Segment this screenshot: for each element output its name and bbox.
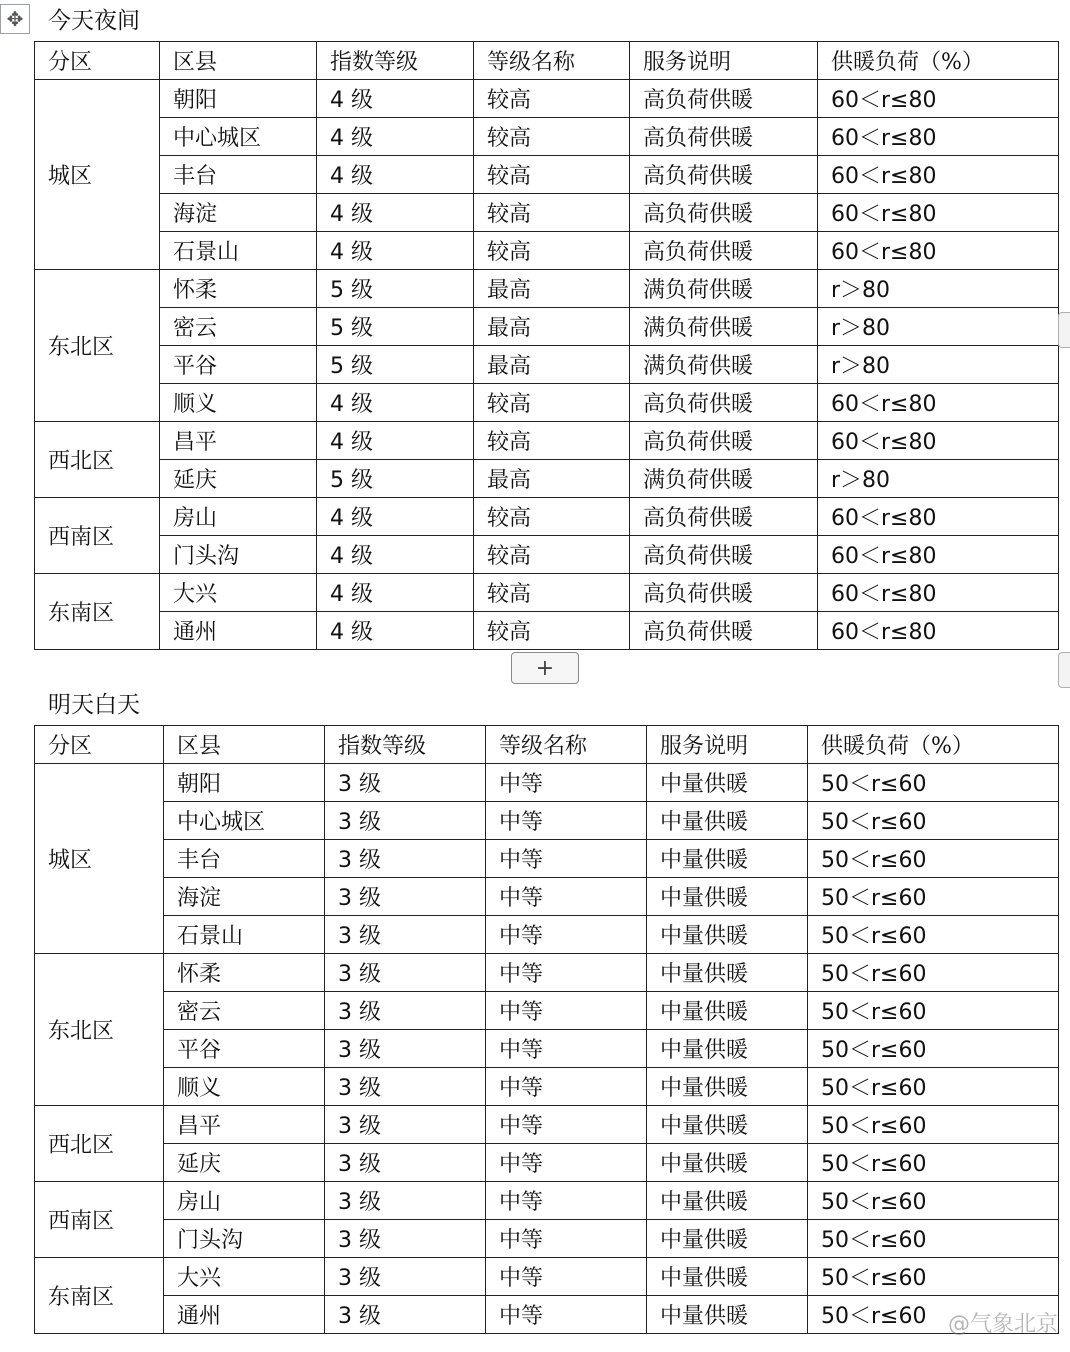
- table-row: [35, 308, 1059, 346]
- column-header: 等级名称: [474, 42, 630, 80]
- heating-load-cell: 50＜r≤60: [808, 1144, 1059, 1182]
- district-cell: 海淀: [164, 878, 325, 916]
- level-name-cell: 中等: [486, 802, 647, 840]
- heating-load-cell: 50＜r≤60: [808, 1106, 1059, 1144]
- district-cell: 平谷: [164, 1030, 325, 1068]
- table-header-row: [35, 726, 1059, 764]
- heating-index-table-tonight: [34, 41, 1059, 650]
- district-cell: 平谷: [160, 346, 317, 384]
- column-header: 分区: [35, 42, 160, 80]
- service-cell: 高负荷供暖: [630, 384, 818, 422]
- index-level-cell: 3 级: [325, 954, 486, 992]
- district-cell: 顺义: [160, 384, 317, 422]
- heating-load-cell: 60＜r≤80: [818, 498, 1059, 536]
- heating-load-cell: 50＜r≤60: [808, 954, 1059, 992]
- index-level-cell: 4 级: [317, 118, 474, 156]
- table-row: [35, 1030, 1059, 1068]
- service-cell: 高负荷供暖: [630, 118, 818, 156]
- table-row: [35, 118, 1059, 156]
- level-name-cell: 中等: [486, 916, 647, 954]
- district-cell: 石景山: [164, 916, 325, 954]
- table-row: [35, 840, 1059, 878]
- heating-load-cell: 50＜r≤60: [808, 1182, 1059, 1220]
- district-cell: 昌平: [164, 1106, 325, 1144]
- index-level-cell: 4 级: [317, 232, 474, 270]
- heating-load-cell: r＞80: [818, 270, 1059, 308]
- table-row: [35, 1182, 1059, 1220]
- service-cell: 满负荷供暖: [630, 308, 818, 346]
- district-cell: 门头沟: [160, 536, 317, 574]
- index-level-cell: 3 级: [325, 1258, 486, 1296]
- level-name-cell: 中等: [486, 878, 647, 916]
- heating-load-cell: 60＜r≤80: [818, 118, 1059, 156]
- table-row: [35, 346, 1059, 384]
- heating-load-cell: 60＜r≤80: [818, 194, 1059, 232]
- column-header: 服务说明: [647, 726, 808, 764]
- region-cell: 东北区: [35, 270, 160, 422]
- service-cell: 中量供暖: [647, 764, 808, 802]
- heating-load-cell: 50＜r≤60: [808, 1296, 1059, 1334]
- service-cell: 满负荷供暖: [630, 460, 818, 498]
- region-cell: 西南区: [35, 498, 160, 574]
- level-name-cell: 中等: [486, 954, 647, 992]
- table-row: [35, 1296, 1059, 1334]
- index-level-cell: 5 级: [317, 270, 474, 308]
- district-cell: 大兴: [160, 574, 317, 612]
- index-level-cell: 3 级: [325, 992, 486, 1030]
- district-cell: 丰台: [160, 156, 317, 194]
- table-row: [35, 878, 1059, 916]
- index-level-cell: 5 级: [317, 346, 474, 384]
- service-cell: 中量供暖: [647, 802, 808, 840]
- index-level-cell: 3 级: [325, 764, 486, 802]
- heating-load-cell: 50＜r≤60: [808, 1030, 1059, 1068]
- index-level-cell: 3 级: [325, 1144, 486, 1182]
- section-title-tonight: 今天夜间: [48, 8, 140, 34]
- table-row: [35, 422, 1059, 460]
- district-cell: 怀柔: [164, 954, 325, 992]
- level-name-cell: 最高: [474, 308, 630, 346]
- district-cell: 密云: [164, 992, 325, 1030]
- table-row: [35, 194, 1059, 232]
- district-cell: 怀柔: [160, 270, 317, 308]
- service-cell: 中量供暖: [647, 1068, 808, 1106]
- index-level-cell: 4 级: [317, 156, 474, 194]
- index-level-cell: 3 级: [325, 878, 486, 916]
- side-scroll-tab[interactable]: [1058, 312, 1070, 348]
- level-name-cell: 较高: [474, 194, 630, 232]
- column-header: 等级名称: [486, 726, 647, 764]
- region-cell: 城区: [35, 764, 164, 954]
- index-level-cell: 4 级: [317, 422, 474, 460]
- district-cell: 昌平: [160, 422, 317, 460]
- service-cell: 高负荷供暖: [630, 156, 818, 194]
- index-level-cell: 3 级: [325, 840, 486, 878]
- heating-load-cell: 60＜r≤80: [818, 574, 1059, 612]
- table-header-row: [35, 42, 1059, 80]
- region-cell: 西南区: [35, 1182, 164, 1258]
- index-level-cell: 3 级: [325, 1106, 486, 1144]
- district-cell: 通州: [164, 1296, 325, 1334]
- add-row-button[interactable]: +: [511, 652, 579, 684]
- service-cell: 高负荷供暖: [630, 574, 818, 612]
- index-level-cell: 4 级: [317, 194, 474, 232]
- table-row: [35, 1144, 1059, 1182]
- table-row: [35, 954, 1059, 992]
- service-cell: 中量供暖: [647, 954, 808, 992]
- table-row: [35, 916, 1059, 954]
- service-cell: 中量供暖: [647, 1106, 808, 1144]
- service-cell: 高负荷供暖: [630, 80, 818, 118]
- heating-load-cell: 60＜r≤80: [818, 384, 1059, 422]
- service-cell: 满负荷供暖: [630, 270, 818, 308]
- column-header: 指数等级: [325, 726, 486, 764]
- heating-load-cell: r＞80: [818, 460, 1059, 498]
- district-cell: 房山: [160, 498, 317, 536]
- side-scroll-tab[interactable]: [1058, 652, 1070, 688]
- index-level-cell: 3 级: [325, 1220, 486, 1258]
- heating-load-cell: 60＜r≤80: [818, 536, 1059, 574]
- service-cell: 中量供暖: [647, 1144, 808, 1182]
- district-cell: 门头沟: [164, 1220, 325, 1258]
- heating-load-cell: 50＜r≤60: [808, 1220, 1059, 1258]
- service-cell: 中量供暖: [647, 1258, 808, 1296]
- index-level-cell: 4 级: [317, 498, 474, 536]
- column-header: 分区: [35, 726, 164, 764]
- level-name-cell: 较高: [474, 232, 630, 270]
- level-name-cell: 较高: [474, 384, 630, 422]
- heating-load-cell: 60＜r≤80: [818, 80, 1059, 118]
- service-cell: 中量供暖: [647, 916, 808, 954]
- service-cell: 中量供暖: [647, 878, 808, 916]
- level-name-cell: 中等: [486, 840, 647, 878]
- table-row: [35, 802, 1059, 840]
- heating-index-table-tomorrow: [34, 725, 1059, 1334]
- district-cell: 海淀: [160, 194, 317, 232]
- level-name-cell: 中等: [486, 1068, 647, 1106]
- table-row: [35, 80, 1059, 118]
- service-cell: 中量供暖: [647, 1030, 808, 1068]
- district-cell: 朝阳: [164, 764, 325, 802]
- heating-load-cell: 60＜r≤80: [818, 422, 1059, 460]
- table-row: [35, 460, 1059, 498]
- service-cell: 中量供暖: [647, 840, 808, 878]
- level-name-cell: 较高: [474, 612, 630, 650]
- table-row: [35, 498, 1059, 536]
- column-header: 供暖负荷（%）: [818, 42, 1059, 80]
- table-row: [35, 574, 1059, 612]
- column-header: 供暖负荷（%）: [808, 726, 1059, 764]
- district-cell: 朝阳: [160, 80, 317, 118]
- region-cell: 东南区: [35, 574, 160, 650]
- heating-load-cell: 50＜r≤60: [808, 1258, 1059, 1296]
- service-cell: 中量供暖: [647, 1220, 808, 1258]
- table-row: [35, 1258, 1059, 1296]
- level-name-cell: 中等: [486, 1144, 647, 1182]
- level-name-cell: 较高: [474, 80, 630, 118]
- heating-load-cell: 50＜r≤60: [808, 840, 1059, 878]
- district-cell: 中心城区: [164, 802, 325, 840]
- heating-load-cell: 50＜r≤60: [808, 764, 1059, 802]
- heating-load-cell: r＞80: [818, 308, 1059, 346]
- region-cell: 东南区: [35, 1258, 164, 1334]
- level-name-cell: 最高: [474, 270, 630, 308]
- level-name-cell: 中等: [486, 992, 647, 1030]
- level-name-cell: 中等: [486, 764, 647, 802]
- index-level-cell: 5 级: [317, 308, 474, 346]
- index-level-cell: 4 级: [317, 536, 474, 574]
- table-row: [35, 612, 1059, 650]
- heating-load-cell: 60＜r≤80: [818, 156, 1059, 194]
- heating-load-cell: 60＜r≤80: [818, 232, 1059, 270]
- watermark: @气象北京: [947, 1312, 1058, 1337]
- level-name-cell: 最高: [474, 346, 630, 384]
- table-row: [35, 764, 1059, 802]
- district-cell: 密云: [160, 308, 317, 346]
- table-row: [35, 1220, 1059, 1258]
- table-move-handle-icon[interactable]: ✥: [0, 4, 30, 34]
- table-row: [35, 992, 1059, 1030]
- level-name-cell: 中等: [486, 1220, 647, 1258]
- index-level-cell: 4 级: [317, 384, 474, 422]
- heating-load-cell: 60＜r≤80: [818, 612, 1059, 650]
- service-cell: 高负荷供暖: [630, 536, 818, 574]
- index-level-cell: 3 级: [325, 1030, 486, 1068]
- service-cell: 高负荷供暖: [630, 232, 818, 270]
- district-cell: 房山: [164, 1182, 325, 1220]
- table-row: [35, 270, 1059, 308]
- level-name-cell: 较高: [474, 118, 630, 156]
- service-cell: 满负荷供暖: [630, 346, 818, 384]
- level-name-cell: 较高: [474, 156, 630, 194]
- index-level-cell: 4 级: [317, 612, 474, 650]
- index-level-cell: 3 级: [325, 1296, 486, 1334]
- district-cell: 通州: [160, 612, 317, 650]
- district-cell: 延庆: [160, 460, 317, 498]
- district-cell: 中心城区: [160, 118, 317, 156]
- index-level-cell: 4 级: [317, 80, 474, 118]
- index-level-cell: 5 级: [317, 460, 474, 498]
- region-cell: 西北区: [35, 422, 160, 498]
- heating-load-cell: 50＜r≤60: [808, 992, 1059, 1030]
- table-row: [35, 232, 1059, 270]
- index-level-cell: 3 级: [325, 916, 486, 954]
- service-cell: 中量供暖: [647, 1296, 808, 1334]
- table-row: [35, 1068, 1059, 1106]
- heating-load-cell: 50＜r≤60: [808, 878, 1059, 916]
- district-cell: 石景山: [160, 232, 317, 270]
- level-name-cell: 较高: [474, 536, 630, 574]
- column-header: 区县: [160, 42, 317, 80]
- section-title-tomorrow: 明天白天: [48, 692, 140, 718]
- district-cell: 顺义: [164, 1068, 325, 1106]
- column-header: 区县: [164, 726, 325, 764]
- level-name-cell: 中等: [486, 1030, 647, 1068]
- level-name-cell: 中等: [486, 1182, 647, 1220]
- heating-load-cell: 50＜r≤60: [808, 1068, 1059, 1106]
- table-row: [35, 384, 1059, 422]
- region-cell: 城区: [35, 80, 160, 270]
- level-name-cell: 中等: [486, 1258, 647, 1296]
- index-level-cell: 3 级: [325, 1182, 486, 1220]
- service-cell: 高负荷供暖: [630, 612, 818, 650]
- service-cell: 高负荷供暖: [630, 498, 818, 536]
- table-body: [35, 726, 1059, 1334]
- district-cell: 延庆: [164, 1144, 325, 1182]
- level-name-cell: 较高: [474, 422, 630, 460]
- region-cell: 东北区: [35, 954, 164, 1106]
- service-cell: 高负荷供暖: [630, 422, 818, 460]
- level-name-cell: 中等: [486, 1296, 647, 1334]
- table-row: [35, 536, 1059, 574]
- index-level-cell: 3 级: [325, 1068, 486, 1106]
- service-cell: 中量供暖: [647, 992, 808, 1030]
- level-name-cell: 最高: [474, 460, 630, 498]
- service-cell: 高负荷供暖: [630, 194, 818, 232]
- heating-load-cell: 50＜r≤60: [808, 802, 1059, 840]
- district-cell: 丰台: [164, 840, 325, 878]
- column-header: 服务说明: [630, 42, 818, 80]
- heating-load-cell: 50＜r≤60: [808, 916, 1059, 954]
- index-level-cell: 3 级: [325, 802, 486, 840]
- index-level-cell: 4 级: [317, 574, 474, 612]
- level-name-cell: 中等: [486, 1106, 647, 1144]
- service-cell: 中量供暖: [647, 1182, 808, 1220]
- table-row: [35, 156, 1059, 194]
- column-header: 指数等级: [317, 42, 474, 80]
- table-row: [35, 1106, 1059, 1144]
- region-cell: 西北区: [35, 1106, 164, 1182]
- level-name-cell: 较高: [474, 574, 630, 612]
- level-name-cell: 较高: [474, 498, 630, 536]
- table-body: [35, 42, 1059, 650]
- district-cell: 大兴: [164, 1258, 325, 1296]
- heating-load-cell: r＞80: [818, 346, 1059, 384]
